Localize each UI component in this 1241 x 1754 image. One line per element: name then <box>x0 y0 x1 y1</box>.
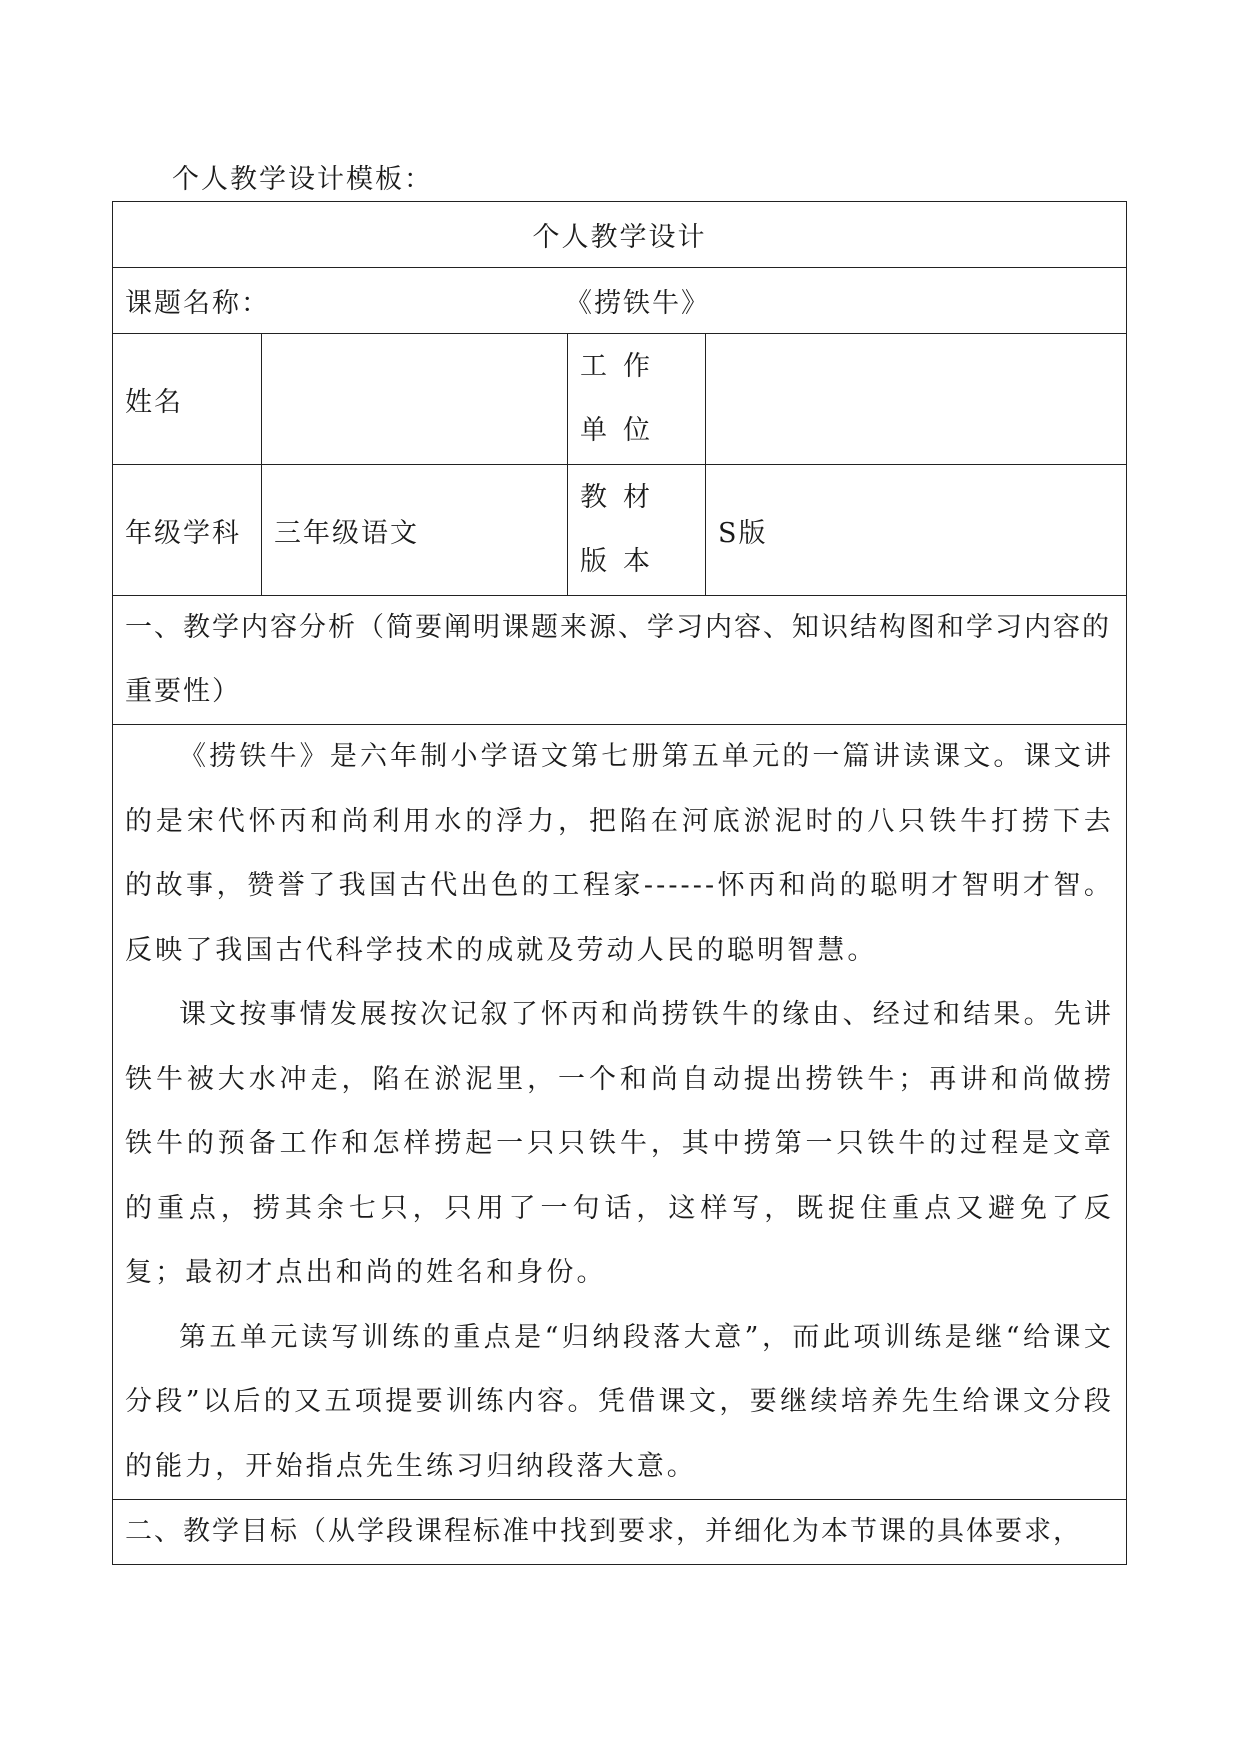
paragraph: 课文按事情发展按次记叙了怀丙和尚捞铁牛的缘由、经过和结果。先讲铁牛被大水冲走，陷在淤泥里，一个和尚自动提出捞铁牛；再讲和尚做捞铁牛的预备工作和怎样捞起一只只铁牛，其中捞第一只铁牛的过程是文章的重点，捞其余七只，只用了一句话，这样写，既捉住重点又避免了反复；最初才点出和尚的姓名和身份。 <box>125 999 1114 1288</box>
section2-heading: 二、教学目标（从学段课程标准中找到要求，并细化为本节课的具体要求， <box>113 1500 1127 1565</box>
paragraph: 《捞铁牛》是六年制小学语文第七册第五单元的一篇讲读课文。课文讲的是宋代怀丙和尚利用水的浮力，把陷在河底淤泥时的八只铁牛打捞下去的故事，赞誉了我国古代出色的工程家------怀丙和尚的聪明才智明才智。反映了我国古代科学技术的成就及劳动人民的聪明智慧。 <box>125 741 1114 966</box>
work-unit-value <box>706 334 1127 465</box>
section1-body <box>113 725 1127 1500</box>
section1-heading: 一、教学内容分析（简要阐明课题来源、学习内容、知识结构图和学习内容的重要性） <box>113 596 1127 725</box>
section2-heading-row <box>113 1500 1127 1565</box>
grade-subject-value: 三年级语文 <box>262 465 568 596</box>
section1-body-row <box>113 725 1127 1500</box>
form-title-row <box>113 202 1127 268</box>
topic-label: 课题名称： <box>125 288 270 319</box>
template-caption: 个人教学设计模板： <box>172 164 433 195</box>
grade-row <box>113 465 1127 596</box>
topic-row <box>113 268 1127 334</box>
name-value <box>262 334 568 465</box>
topic-cell <box>113 268 1127 334</box>
name-label: 姓名 <box>113 334 262 465</box>
work-unit-label: 工作单位 <box>568 334 706 465</box>
grade-subject-label: 年级学科 <box>113 465 262 596</box>
name-row <box>113 334 1127 465</box>
section1-heading-row <box>113 596 1127 725</box>
textbook-version-label: 教材版本 <box>568 465 706 596</box>
textbook-version-value: S版 <box>706 465 1127 596</box>
teaching-design-form <box>112 201 1127 1565</box>
paragraph: 第五单元读写训练的重点是“归纳段落大意”，而此项训练是继“给课文分段”以后的又五项提要训练内容。凭借课文，要继续培养先生给课文分段的能力，开始指点先生练习归纳段落大意。 <box>125 1321 1114 1482</box>
form-title: 个人教学设计 <box>113 202 1127 268</box>
topic-value: 《捞铁牛》 <box>565 288 710 319</box>
